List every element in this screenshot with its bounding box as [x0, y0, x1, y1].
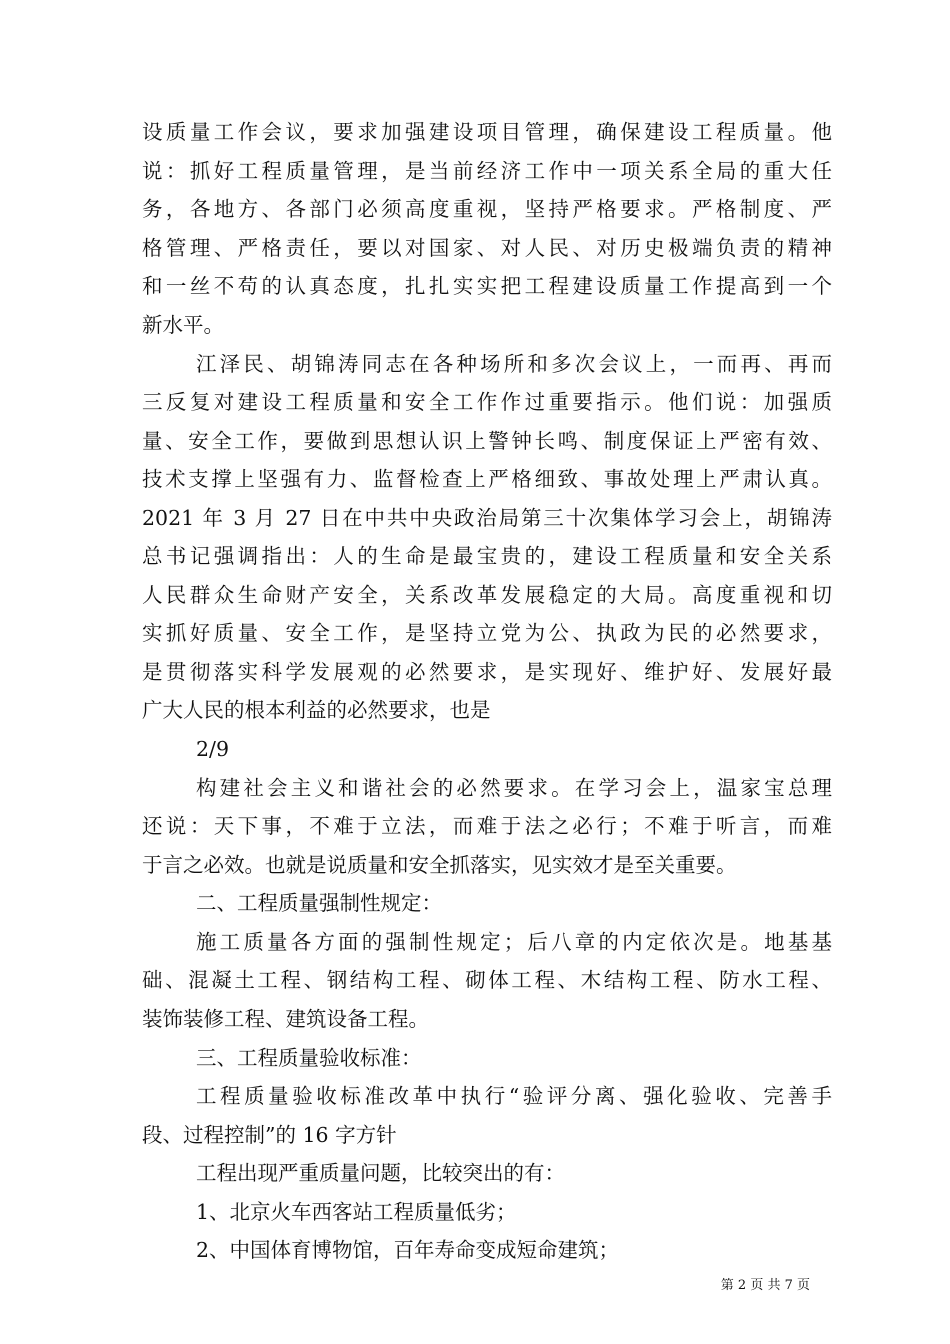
text-line: 三反复对建设工程质量和安全工作作过重要指示。他们说：加强质	[142, 390, 832, 414]
paragraph-start: 施工质量各方面的强制性规定；后八章的内定依次是。地基基	[196, 930, 832, 954]
section-heading: 二、工程质量强制性规定：	[196, 891, 442, 915]
text-line: 2021 年 3 月 27 日在中共中央政治局第三十次集体学习会上，胡锦涛	[142, 506, 832, 530]
paragraph-start: 构建社会主义和谐社会的必然要求。在学习会上，温家宝总理	[196, 776, 832, 800]
list-item: 2、中国体育博物馆，百年寿命变成短命建筑；	[196, 1238, 620, 1262]
text-line: 和一丝不苟的认真态度，扎扎实实把工程建设质量工作提高到一个	[142, 274, 832, 298]
text-line: 量、安全工作，要做到思想认识上警钟长鸣、制度保证上严密有效、	[142, 429, 832, 453]
text-line: 还说：天下事，不难于立法，而难于法之必行；不难于听言，而难	[142, 814, 832, 838]
text-line: 说：抓好工程质量管理，是当前经济工作中一项关系全局的重大任	[142, 159, 832, 183]
text-line: 于言之必效。也就是说质量和安全抓落实，见实效才是至关重要。	[142, 853, 737, 877]
text-line: 设质量工作会议，要求加强建设项目管理，确保建设工程质量。他	[142, 120, 832, 144]
text-line: 格管理、严格责任，要以对国家、对人民、对历史极端负责的精神	[142, 236, 832, 260]
text-line: 人民群众生命财产安全，关系改革发展稳定的大局。高度重视和切	[142, 583, 832, 607]
paragraph-start: 工程出现严重质量问题，比较突出的有：	[196, 1161, 565, 1185]
text-line: 广大人民的根本利益的必然要求，也是	[142, 698, 491, 722]
list-item: 1、北京火车西客站工程质量低劣；	[196, 1200, 517, 1224]
text-line: 装饰装修工程、建筑设备工程。	[142, 1007, 429, 1031]
paragraph-start: 江泽民、胡锦涛同志在各种场所和多次会议上，一而再、再而	[196, 352, 832, 376]
text-line: 实抓好质量、安全工作，是坚持立党为公、执政为民的必然要求，	[142, 621, 832, 645]
text-line: 是贯彻落实科学发展观的必然要求，是实现好、维护好、发展好最	[142, 660, 832, 684]
text-line: 段、过程控制”的 16 字方针	[142, 1123, 397, 1147]
section-heading: 三、工程质量验收标准：	[196, 1046, 422, 1070]
text-line: 新水平。	[142, 313, 224, 337]
text-line: 总书记强调指出：人的生命是最宝贵的，建设工程质量和安全关系	[142, 544, 832, 568]
page-footer: 第 2 页 共 7 页	[720, 1278, 810, 1293]
text-line: 础、混凝土工程、钢结构工程、砌体工程、木结构工程、防水工程、	[142, 968, 832, 992]
text-line: 技术支撑上坚强有力、监督检查上严格细致、事故处理上严肃认真。	[142, 467, 832, 491]
page-marker: 2/9	[196, 737, 229, 761]
paragraph-start: 工程质量验收标准改革中执行“验评分离、强化验收、完善手	[196, 1084, 832, 1108]
text-line: 务，各地方、各部门必须高度重视，坚持严格要求。严格制度、严	[142, 197, 832, 221]
